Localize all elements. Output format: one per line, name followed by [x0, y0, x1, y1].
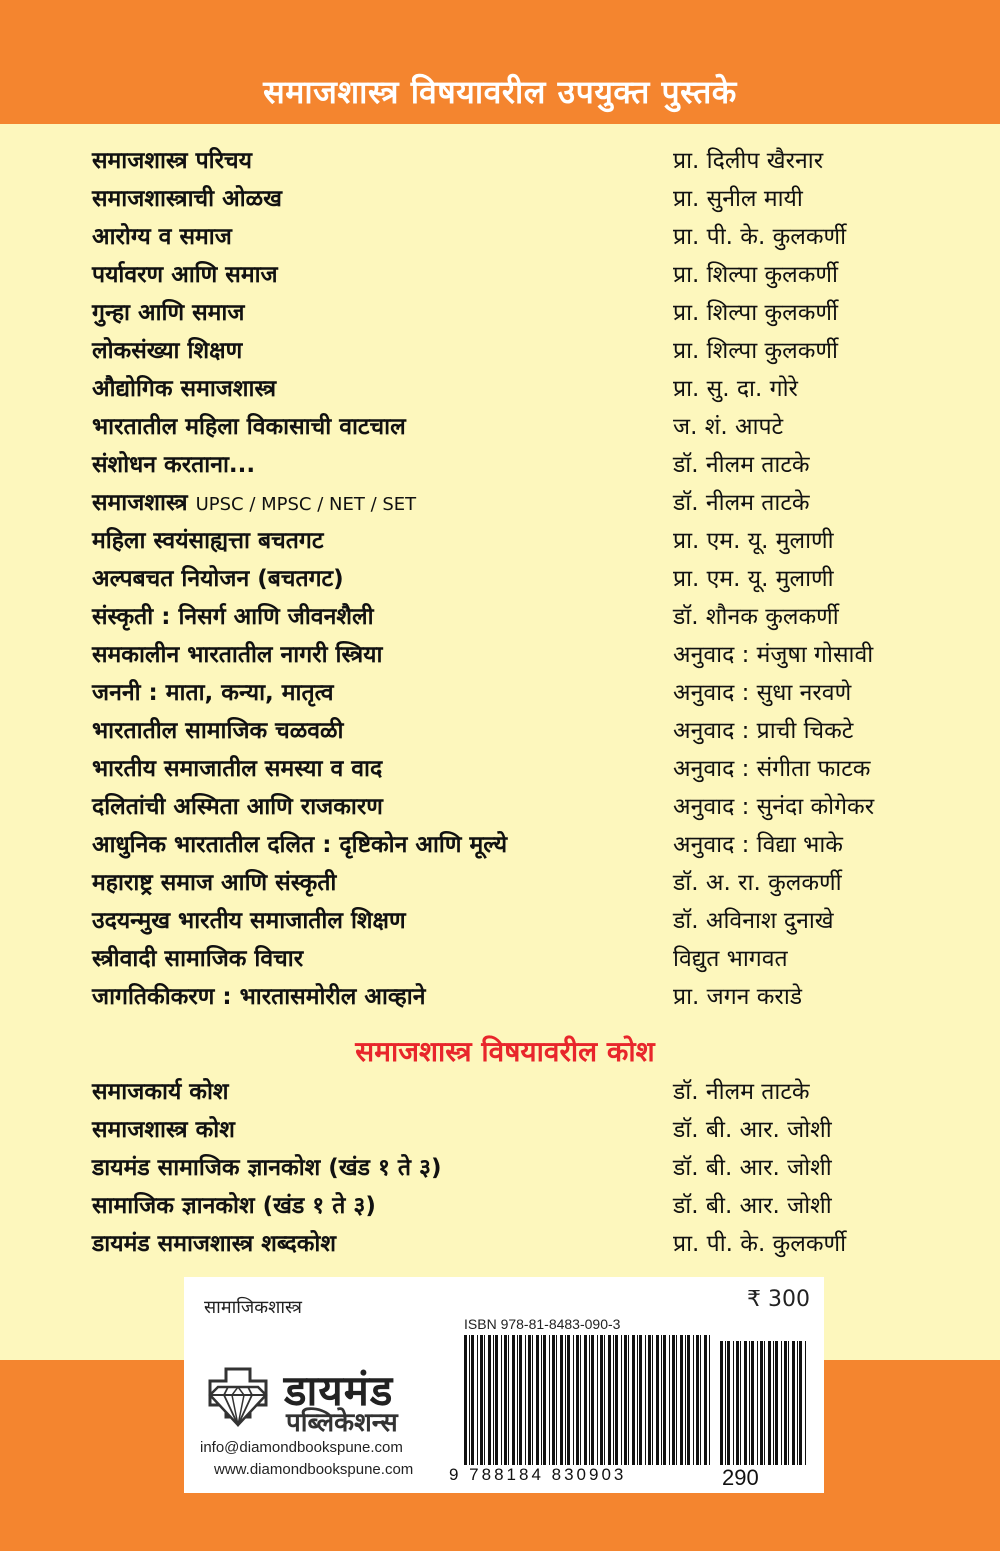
book-row	[0, 218, 1000, 256]
book-author: प्रा. शिल्पा कुलकर्णी	[673, 300, 838, 326]
isbn-barcode	[462, 1335, 712, 1465]
book-author: विद्युत भागवत	[673, 946, 788, 972]
book-row	[0, 560, 1000, 598]
book-row	[0, 408, 1000, 446]
book-title: उदयन्मुख भारतीय समाजातील शिक्षण	[92, 908, 406, 934]
book-title: समाजशास्त्र UPSC / MPSC / NET / SET	[92, 490, 417, 516]
addon-digits: 290	[722, 1465, 759, 1490]
book-row	[0, 446, 1000, 484]
book-title: दलितांची अस्मिता आणि राजकारण	[92, 794, 383, 820]
book-row	[0, 940, 1000, 978]
book-author: प्रा. पी. के. कुलकर्णी	[673, 1231, 847, 1257]
book-row	[0, 370, 1000, 408]
book-row	[0, 180, 1000, 218]
book-row	[0, 598, 1000, 636]
book-row	[0, 522, 1000, 560]
book-title: आधुनिक भारतातील दलित : दृष्टिकोन आणि मूल्ये	[92, 832, 508, 858]
book-row	[0, 256, 1000, 294]
book-author: प्रा. एम. यू. मुलाणी	[673, 566, 834, 592]
book-author: डॉ. शौनक कुलकर्णी	[673, 604, 839, 630]
publisher-name-line2: पब्लिकेशन्स	[286, 1408, 398, 1438]
book-author: अनुवाद : मंजुषा गोसावी	[673, 642, 874, 668]
price-label: ₹ 300	[747, 1287, 810, 1312]
book-title: समाजशास्त्र कोश	[92, 1117, 235, 1143]
back-cover-panel	[184, 1277, 824, 1493]
kosh-list	[0, 1073, 1000, 1263]
book-title: भारतातील सामाजिक चळवळी	[92, 718, 344, 744]
book-author: प्रा. दिलीप खैरनार	[673, 148, 824, 174]
book-author: डॉ. अविनाश दुनाखे	[673, 908, 834, 934]
book-author: प्रा. सु. दा. गोरे	[673, 376, 798, 402]
kosh-heading: समाजशास्त्र विषयावरील कोश	[355, 1035, 655, 1068]
book-title: आरोग्य व समाज	[92, 224, 232, 250]
book-title: समकालीन भारतातील नागरी स्त्रिया	[92, 642, 383, 668]
book-author: अनुवाद : सुधा नरवणे	[673, 680, 852, 706]
book-title: लोकसंख्या शिक्षण	[92, 338, 243, 364]
book-row	[0, 712, 1000, 750]
book-title: औद्योगिक समाजशास्त्र	[92, 376, 277, 402]
addon-barcode	[718, 1341, 810, 1465]
book-author: अनुवाद : प्राची चिकटे	[673, 718, 854, 744]
book-title: भारतीय समाजातील समस्या व वाद	[92, 756, 383, 782]
book-author: प्रा. सुनील मायी	[673, 186, 803, 212]
book-title-suffix: UPSC / MPSC / NET / SET	[195, 494, 417, 515]
book-title: डायमंड समाजशास्त्र शब्दकोश	[92, 1231, 337, 1257]
book-author: डॉ. अ. रा. कुलकर्णी	[673, 870, 842, 896]
book-author: डॉ. नीलम ताटके	[673, 1079, 810, 1105]
book-row	[0, 484, 1000, 522]
book-row	[0, 294, 1000, 332]
book-author: प्रा. शिल्पा कुलकर्णी	[673, 262, 838, 288]
book-row	[0, 902, 1000, 940]
book-row	[0, 636, 1000, 674]
book-title: जागतिकीकरण : भारतासमोरील आव्हाने	[92, 984, 426, 1010]
header-title: समाजशास्त्र विषयावरील उपयुक्त पुस्तके	[263, 73, 737, 111]
book-title: पर्यावरण आणि समाज	[92, 262, 278, 288]
book-title: भारतातील महिला विकासाची वाटचाल	[92, 414, 406, 440]
diamond-emblem-icon	[196, 1367, 280, 1433]
publisher-website: www.diamondbookspune.com	[214, 1461, 414, 1478]
book-author: डॉ. बी. आर. जोशी	[673, 1193, 832, 1219]
top-orange-band	[0, 0, 1000, 124]
book-title: अल्पबचत नियोजन (बचतगट)	[92, 566, 344, 592]
book-row	[0, 1187, 1000, 1225]
book-title: डायमंड सामाजिक ज्ञानकोश (खंड १ ते ३)	[92, 1155, 442, 1181]
book-author: प्रा. एम. यू. मुलाणी	[673, 528, 834, 554]
book-title: गुन्हा आणि समाज	[92, 300, 245, 326]
book-author: ज. शं. आपटे	[673, 414, 784, 440]
book-title: संस्कृती : निसर्ग आणि जीवनशैली	[92, 604, 374, 630]
book-row	[0, 674, 1000, 712]
publisher-logo	[196, 1367, 446, 1437]
book-title: सामाजिक ज्ञानकोश (खंड १ ते ३)	[92, 1193, 376, 1219]
book-row	[0, 864, 1000, 902]
book-row	[0, 788, 1000, 826]
book-row	[0, 332, 1000, 370]
book-row	[0, 142, 1000, 180]
publisher-name-line1: डायमंड	[284, 1366, 394, 1415]
book-row	[0, 1073, 1000, 1111]
barcode-digits: 9 788184 830903	[449, 1465, 627, 1484]
book-author: प्रा. शिल्पा कुलकर्णी	[673, 338, 838, 364]
book-title: संशोधन करताना...	[92, 452, 256, 478]
book-author: प्रा. जगन कराडे	[673, 984, 803, 1010]
book-row	[0, 1225, 1000, 1263]
book-row	[0, 1149, 1000, 1187]
book-row	[0, 826, 1000, 864]
publisher-email: info@diamondbookspune.com	[200, 1439, 403, 1456]
book-author: अनुवाद : संगीता फाटक	[673, 756, 871, 782]
book-author: डॉ. बी. आर. जोशी	[673, 1155, 832, 1181]
book-title: समाजकार्य कोश	[92, 1079, 229, 1105]
book-author: डॉ. नीलम ताटके	[673, 452, 810, 478]
book-author: अनुवाद : विद्या भाके	[673, 832, 843, 858]
book-row	[0, 1111, 1000, 1149]
book-author: अनुवाद : सुनंदा कोगेकर	[673, 794, 875, 820]
book-author: प्रा. पी. के. कुलकर्णी	[673, 224, 847, 250]
book-author: डॉ. बी. आर. जोशी	[673, 1117, 832, 1143]
book-row	[0, 978, 1000, 1016]
book-title: स्त्रीवादी सामाजिक विचार	[92, 946, 304, 972]
book-title: समाजशास्त्र परिचय	[92, 148, 252, 174]
book-list	[0, 142, 1000, 1016]
category-label: सामाजिकशास्त्र	[204, 1297, 302, 1318]
isbn-label: ISBN 978-81-8483-090-3	[464, 1316, 621, 1332]
book-title: जननी : माता, कन्या, मातृत्व	[92, 680, 334, 706]
book-title: महाराष्ट्र समाज आणि संस्कृती	[92, 870, 337, 896]
book-title: महिला स्वयंसाह्यत्ता बचतगट	[92, 528, 324, 554]
book-title: समाजशास्त्राची ओळख	[92, 186, 282, 212]
book-row	[0, 750, 1000, 788]
book-author: डॉ. नीलम ताटके	[673, 490, 810, 516]
